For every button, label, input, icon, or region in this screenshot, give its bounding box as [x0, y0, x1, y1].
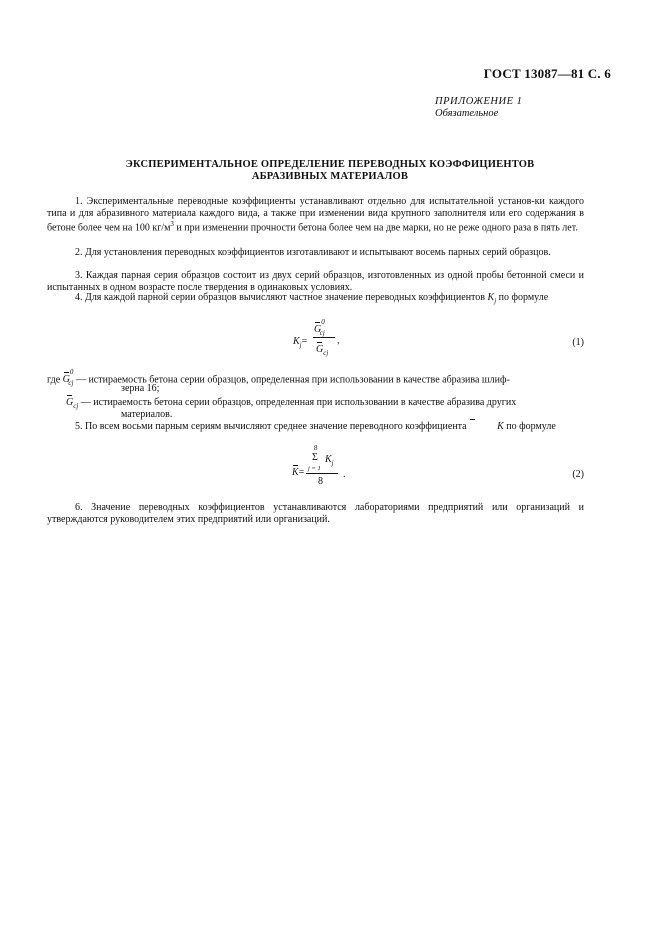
appendix-label: ПРИЛОЖЕНИЕ 1 — [435, 96, 523, 107]
formula-2-lower-limit: j = 1 — [308, 465, 321, 472]
formula-1-denominator: $G_{cj}$ — [316, 344, 329, 357]
formula-1-number: (1) — [572, 337, 584, 348]
paragraph-4 — [47, 292, 584, 308]
formula-1-fraction-bar — [313, 337, 335, 338]
where-symbol-2: $G_{cj}$ — [66, 397, 79, 410]
paragraph-1-text: 1. Экспериментальные переводные коэффициенты устанавливают отдельно для испытательной установ-ки каждого типа и для абразивного материала каждого вида, а также при изменении вида крупного заполнителя или его содержания в бетоне более чем на 100 кг/м — [47, 196, 584, 234]
paragraph-6: 6. Значение переводных коэффициентов устанавливаются лабораториями предприятий или организаций и утверждаются руководителем этих предприятий или организаций. — [47, 502, 584, 525]
paragraph-3: 3. Каждая парная серия образцов состоит из двух серий образцов, изготовленных из одной пробы бетонной смеси и испытанных в одном возрасте после твердения в одинаковых условиях. — [47, 270, 584, 293]
formula-2-denominator: 8 — [318, 476, 323, 487]
paragraph-5-var: K — [469, 421, 504, 433]
where-definition-2-text: — истираемость бетона серии образцов, определенная при использовании в качестве абразива других — [80, 397, 517, 408]
paragraph-5-text-end: по формуле — [503, 421, 556, 432]
section-title — [60, 159, 600, 183]
paragraph-1-text-end: и при изменении прочности бетона более чем на две марки, но не реже одного раза в пять лет. — [173, 222, 578, 234]
formula-1-numerator: $G^0_{cj}$ — [314, 318, 325, 338]
formula-1-lhs: $K_j=$ — [293, 336, 308, 349]
formula-2-period: . — [343, 469, 346, 480]
appendix-block — [435, 96, 555, 120]
formula-2-term: $K_j$ — [325, 454, 334, 467]
where-definition-1-text: — истираемость бетона серии образцов, определенная при использовании в качестве абразива шлиф- — [75, 374, 510, 386]
paragraph-1 — [47, 196, 584, 234]
where-definition-1-cont: зерна 16; — [121, 383, 160, 394]
where-symbol-1: $G^0_{cj}$ — [62, 368, 74, 388]
formula-2-lhs: K= — [292, 467, 305, 478]
section-title-line1: ЭКСПЕРИМЕНТАЛЬНОЕ ОПРЕДЕЛЕНИЕ ПЕРЕВОДНЫХ КОЭФФИЦИЕНТОВ — [125, 159, 535, 170]
formula-2-number: (2) — [572, 469, 584, 480]
paragraph-4-var: $K_j$ — [487, 292, 497, 305]
appendix-status: Обязательное — [435, 108, 499, 119]
paragraph-5 — [47, 421, 584, 433]
where-word: где — [47, 374, 61, 386]
section-title-line2: АБРАЗИВНЫХ МАТЕРИАЛОВ — [251, 171, 409, 182]
paragraph-5-text: 5. По всем восьми парным сериям вычисляют среднее значение переводного коэффициента — [75, 421, 467, 432]
formula-2-upper-limit: 8 — [314, 444, 318, 452]
standard-header: ГОСТ 13087—81 С. 6 — [483, 66, 611, 81]
formula-1-comma: , — [337, 335, 340, 346]
where-definition-2-cont: материалов. — [121, 409, 173, 420]
paragraph-4-text-end: по формуле — [496, 292, 549, 303]
formula-2-fraction-bar — [306, 473, 338, 474]
paragraph-2: 2. Для установления переводных коэффициентов изготавливают и испытывают восемь парных серий образцов. — [75, 247, 551, 258]
formula-2-sigma: Σ — [312, 452, 318, 463]
paragraph-1-sup: 3 — [170, 220, 174, 229]
paragraph-4-text: 4. Для каждой парной серии образцов вычисляют частное значение переводных коэффициентов — [75, 292, 486, 303]
